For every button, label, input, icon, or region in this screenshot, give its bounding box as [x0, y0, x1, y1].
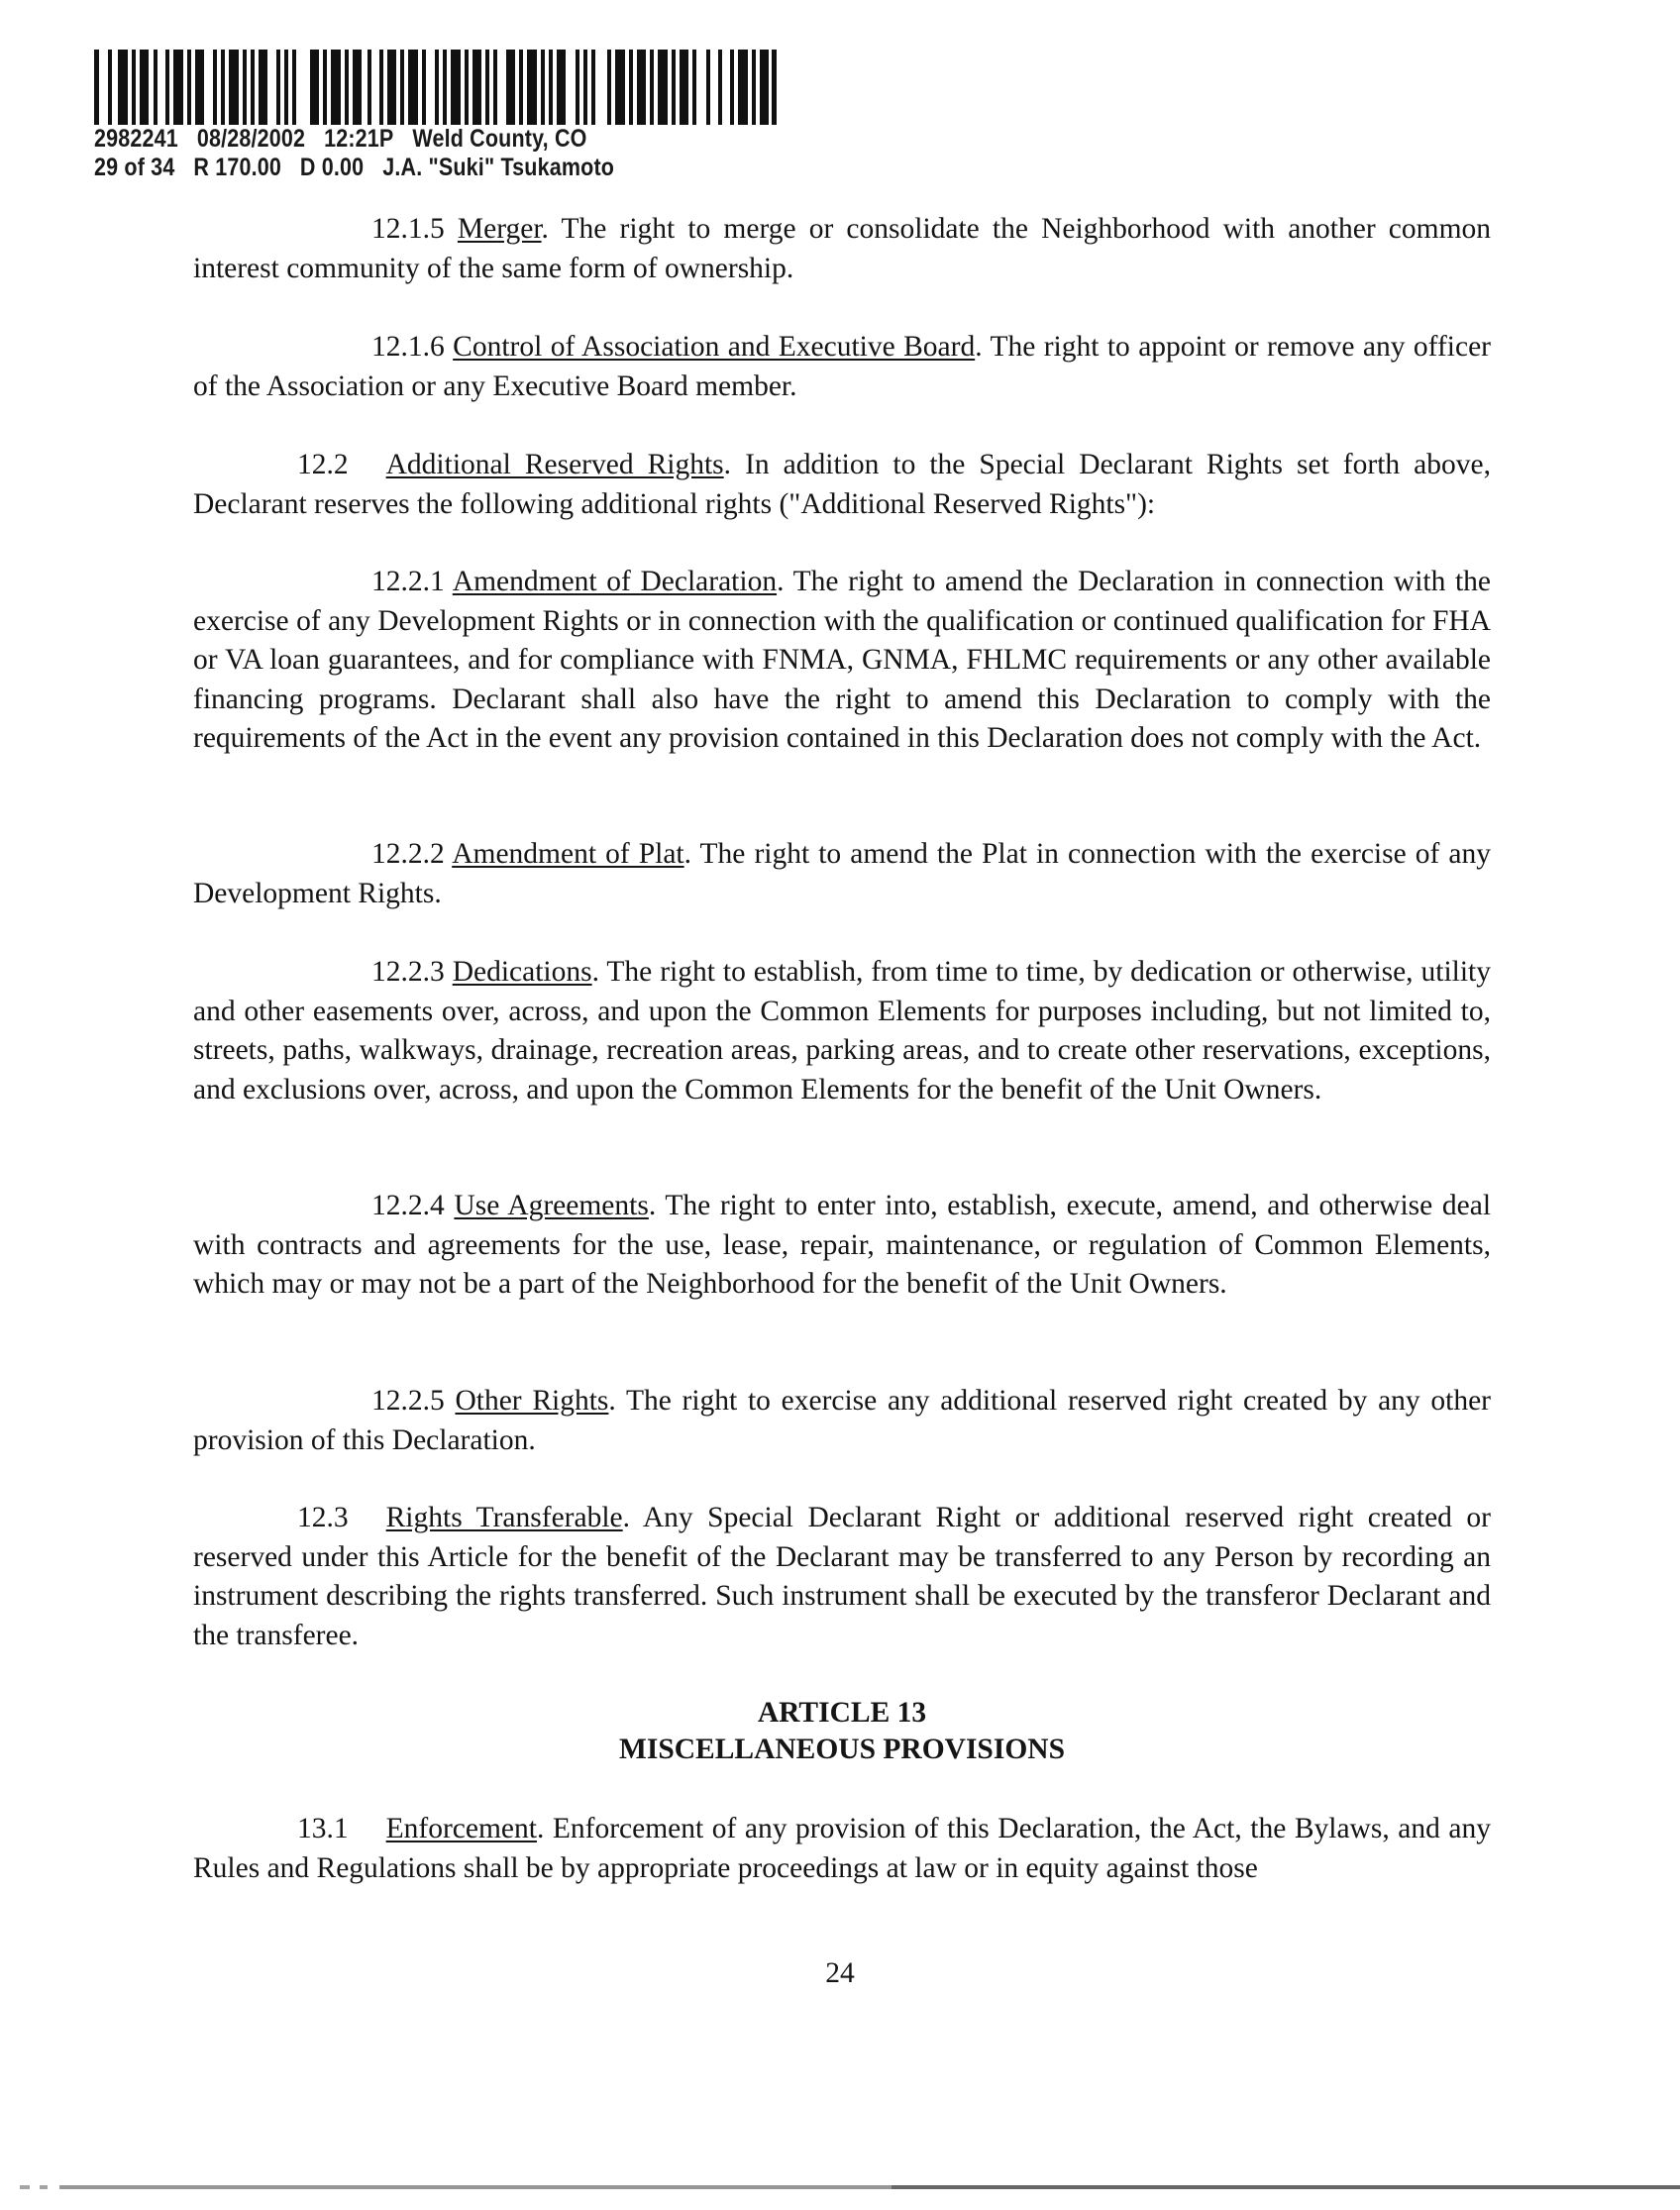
section-number: 12.1.6: [371, 331, 445, 363]
section-12-2-5: [193, 1382, 1491, 1460]
page-number: 24: [825, 1957, 855, 1989]
section-number: 12.2.5: [371, 1385, 445, 1417]
recording-fee: R 170.00: [193, 154, 282, 181]
section-12-2-4: [193, 1187, 1491, 1305]
section-title: Amendment of Declaration: [452, 566, 778, 597]
section-title: Control of Association and Executive Board: [453, 331, 976, 363]
article-heading: [193, 1695, 1491, 1768]
section-text: . The right to merge or consolidate the Neighborhood with another common interest community of the same form of ownership.: [193, 213, 1492, 284]
county: Weld County, CO: [412, 125, 587, 153]
section-12-2-3: [193, 953, 1491, 1109]
section-title: Enforcement: [385, 1813, 537, 1844]
section-number: 12.3: [297, 1502, 349, 1533]
section-text: . The right to amend the Declaration in connection with the exercise of any Development Rights or in connection with the qualification or continued qualification for FHA or VA loan guarantees, and for compliance with FNMA, GNMA, FHLMC requirements or any other available financing programs. Declarant shall also have the right to amend this Declaration to comply with the requirements of the Act in the event any provision contained in this Declaration does not comply with the Act.: [193, 566, 1492, 754]
page-info: 29 of 34: [94, 154, 175, 181]
stamp-line-2: [94, 154, 690, 182]
section-12-1-5: [193, 210, 1491, 288]
recording-time: 12:21P: [324, 125, 394, 153]
reception-number: 2982241: [94, 125, 178, 153]
recording-date: 08/28/2002: [196, 125, 306, 153]
section-text: . The right to enter into, establish, execute, amend, and otherwise deal with contracts and agreements for the use, lease, repair, maintenance, or regulation of Common Elements, which may or may not be a part of the Neighborhood for the benefit of the Unit Owners.: [193, 1190, 1492, 1300]
section-title: Additional Reserved Rights: [385, 449, 724, 480]
bottom-scan-line: [0, 2185, 1680, 2189]
section-12-1-6: [193, 328, 1491, 406]
recorder-name: J.A. "Suki" Tsukamoto: [382, 154, 615, 181]
section-title: Dedications: [452, 956, 592, 988]
stamp-line-1: [94, 125, 690, 154]
section-text: . The right to appoint or remove any officer of the Association or any Executive Board member.: [193, 331, 1491, 402]
section-13-1: [193, 1810, 1491, 1888]
section-number: 12.2.3: [371, 956, 445, 988]
section-number: 12.2.4: [371, 1190, 445, 1221]
recording-stamp: [94, 50, 788, 182]
section-number: 12.2.2: [371, 838, 445, 870]
doc-fee: D 0.00: [299, 154, 365, 181]
section-title: Other Rights: [455, 1385, 609, 1417]
section-12-3: [193, 1499, 1491, 1655]
section-12-2-1: [193, 563, 1491, 759]
section-text: . The right to exercise any additional reserved right created by any other provision of this Declaration.: [193, 1385, 1492, 1456]
article-number: ARTICLE 13: [757, 1697, 927, 1729]
section-text: . Any Special Declarant Right or additional reserved right created or reserved under this Article for the benefit of the Declarant may be transferred to any Person by recording an instrument describing the rights transferred. Such instrument shall be executed by the transferor Declarant and the transferee.: [193, 1502, 1491, 1651]
section-number: 12.1.5: [371, 213, 445, 245]
section-text: . The right to establish, from time to time, by dedication or otherwise, utility and other easements over, across, and upon the Common Elements for purposes including, but not limited to, streets, paths, walkways, drainage, recreation areas, parking areas, and to create other reservations, exceptions, and exclusions over, across, and upon the Common Elements for the benefit of the Unit Owners.: [193, 956, 1491, 1105]
section-title: Use Agreements: [454, 1190, 649, 1221]
article-title: MISCELLANEOUS PROVISIONS: [619, 1734, 1065, 1765]
section-number: 13.1: [297, 1813, 349, 1844]
section-text: . In addition to the Special Declarant Rights set forth above, Declarant reserves the following additional rights ("Additional Reserved Rights"):: [193, 449, 1491, 520]
section-title: Rights Transferable: [385, 1502, 623, 1533]
barcode-icon: [94, 50, 778, 125]
section-title: Merger: [457, 213, 542, 245]
section-12-2-2: [193, 835, 1491, 913]
section-12-2: [193, 446, 1491, 524]
section-number: 12.2.1: [371, 566, 445, 597]
section-text: . Enforcement of any provision of this Declaration, the Act, the Bylaws, and any Rules and Regulations shall be by appropriate proceedings at law or in equity against those: [193, 1813, 1491, 1884]
section-title: Amendment of Plat: [452, 838, 684, 870]
section-text: . The right to amend the Plat in connection with the exercise of any Development Rights.: [193, 838, 1491, 909]
section-number: 12.2: [297, 449, 349, 480]
